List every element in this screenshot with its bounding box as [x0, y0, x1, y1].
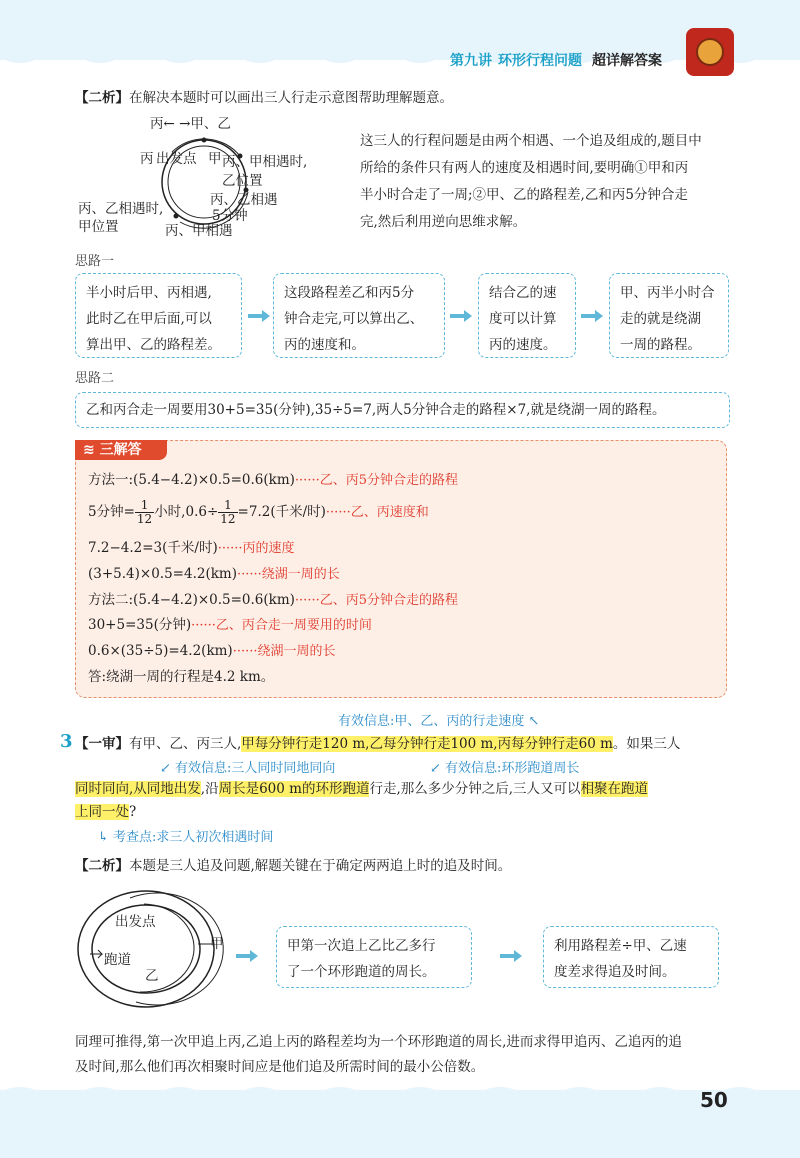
box-line: 走的就是绕湖: [620, 311, 701, 327]
box-line: 算出甲、乙的路程差。: [86, 337, 221, 353]
diag1-bottom-label: 丙、甲相遇: [165, 223, 233, 239]
diag1-right-low1: 丙、乙相遇: [210, 192, 278, 208]
diag1-start-label: 出发点: [156, 151, 197, 167]
answer-line-3: [88, 538, 295, 559]
idea1-box-1: [75, 273, 242, 358]
diag1-left-low2: 甲位置: [78, 219, 119, 235]
answer-tag: [75, 440, 167, 460]
box-line: 度差求得追及时间。: [554, 964, 676, 980]
answer-eq: 5分钟=: [88, 504, 135, 520]
idea2-label: 思路二: [75, 371, 115, 386]
answer-dots: ······: [232, 644, 258, 659]
series-logo: [686, 28, 734, 76]
note-text: 有效信息:环形跑道周长: [445, 761, 580, 776]
analysis1-paragraph: [360, 128, 702, 236]
topic-label: 环形行程问题: [498, 53, 582, 69]
analysis2-text: 本题是三人追及问题,解题关键在于确定两两追上时的追及时间。: [129, 858, 512, 874]
q3-highlight: 甲每分钟行走120 m,乙每分钟行走100 m,丙每分钟行走60 m: [241, 736, 613, 752]
page-number: 50: [700, 1088, 728, 1112]
q3-text: 有甲、乙、丙三人,: [129, 736, 242, 752]
answer-line-5: [88, 590, 458, 611]
diag2-b-label: 乙: [145, 968, 159, 984]
answer-note: 乙、丙5分钟合走的路程: [319, 593, 458, 608]
q3-note-left: [160, 757, 335, 776]
answer-eq: 0.6×(35÷5)=4.2(km): [88, 643, 233, 659]
note-arrow-icon: ↳: [98, 830, 114, 845]
section-label: 超详解答案: [592, 53, 662, 69]
header-band: [0, 0, 800, 60]
answer-line-7: [88, 641, 336, 662]
box-line: 钟合走完,可以算出乙、: [284, 311, 424, 327]
answer-note: 乙、丙速度和: [350, 505, 429, 520]
note-arrow-icon: ↙: [160, 761, 176, 776]
box-line: 一周的路程。: [620, 337, 701, 353]
idea1-box-4: [609, 273, 729, 358]
para-line: 这三人的行程问题是由两个相遇、一个追及组成的,题目中: [360, 133, 702, 149]
answer-note: 绕湖一周的长: [261, 567, 340, 582]
flow-arrow-icon: [500, 950, 522, 962]
q3-highlight: 上同一处: [75, 804, 129, 820]
q3-line-1: [75, 734, 680, 754]
box-line: 这段路程差乙和丙5分: [284, 285, 415, 301]
analysis1-text: 在解决本题时可以画出三人行走示意图帮助理解题意。: [129, 90, 453, 106]
flow-arrow-icon: [450, 310, 472, 322]
answer-final: 答:绕湖一周的行程是4.2 km。: [88, 669, 275, 685]
box-line: 结合乙的速: [489, 285, 557, 301]
note-arrow-icon: ↖: [524, 714, 540, 729]
logo-emblem-icon: [696, 38, 724, 66]
box-line: 利用路程差÷甲、乙速: [554, 938, 687, 954]
diag2-start-label: 出发点: [115, 914, 156, 930]
fraction-num: 1: [218, 499, 237, 513]
q3-highlight: 相聚在跑道: [580, 781, 649, 797]
meet-dot-3: [174, 214, 179, 219]
analysis1-line: [75, 88, 453, 108]
answer-eq: =7.2(千米/时): [237, 504, 326, 520]
chase-track-diagram: [70, 884, 230, 1014]
diag1-top-label: 丙← →甲、乙: [150, 116, 231, 132]
fraction-num: 1: [135, 499, 154, 513]
fraction: [218, 499, 237, 526]
q3-note-bottom: [98, 826, 273, 845]
idea1-label: 思路一: [75, 254, 115, 269]
answer-dots: ······: [294, 473, 320, 488]
flow-arrow-icon: [236, 950, 258, 962]
q3-number: 3: [60, 731, 73, 752]
header-wave: [0, 56, 800, 70]
conclusion-line: 及时间,那么他们再次相聚时间应是他们追及所需时间的最小公倍数。: [75, 1059, 485, 1075]
fraction-den: 12: [136, 512, 153, 526]
fraction: [135, 499, 154, 526]
answer-tag-icon: ≋: [83, 442, 100, 458]
q3-text: 。如果三人: [612, 736, 681, 752]
analysis2-box-1: [276, 926, 472, 988]
diag1-right-mid3: 乙位置: [222, 173, 263, 189]
answer-note: 丙的速度: [242, 541, 295, 556]
q3-text: ?: [129, 804, 137, 820]
q3-note-right: [430, 757, 579, 776]
fraction-den: 12: [220, 512, 236, 526]
q3-highlight: 周长是600 m的环形跑道: [218, 781, 370, 797]
box-line: 半小时后甲、丙相遇,: [86, 285, 212, 301]
diag2-track-label: 跑道: [104, 952, 131, 968]
box-line: 此时乙在甲后面,可以: [86, 311, 212, 327]
answer-eq: 小时,0.6÷: [154, 504, 219, 520]
q3-note-top: [338, 710, 539, 729]
answer-dots: ······: [325, 505, 351, 520]
start-dot: [202, 138, 207, 143]
analysis2-line: [75, 856, 511, 876]
answer-line-4: [88, 564, 340, 585]
q3-line-3: [75, 802, 136, 822]
idea2-box: 乙和丙合走一周要用30+5=35(分钟),35÷5=7,两人5分钟合走的路程×7,就是绕湖一周的路程。: [75, 392, 730, 428]
conclusion-line: 同理可推得,第一次甲追上丙,乙追上丙的路程差均为一个环形跑道的周长,进而求得甲追丙、乙追丙的追: [75, 1034, 682, 1050]
analysis2-tag: 【二析】: [75, 858, 129, 874]
para-line: 完,然后利用逆向思维求解。: [360, 214, 527, 230]
answer-dots: ······: [191, 618, 216, 633]
note-text: 有效信息:甲、乙、丙的行走速度: [338, 714, 525, 729]
analysis2-conclusion: [75, 1030, 682, 1080]
q3-line-2: [75, 779, 648, 799]
box-line: 了一个环形跑道的周长。: [287, 964, 436, 980]
diag1-left-low1: 丙、乙相遇时,: [78, 201, 164, 217]
diag2-a-label: 甲: [210, 936, 224, 952]
answer-note: 乙、丙5分钟合走的路程: [319, 473, 458, 488]
lesson-label: 第九讲: [450, 53, 492, 69]
box-line: 甲、丙半小时合: [620, 285, 715, 301]
answer-eq: 方法二:(5.4−4.2)×0.5=0.6(km): [88, 592, 295, 608]
answer-tag-label: 三解答: [99, 442, 142, 458]
answer-eq: 7.2−4.2=3(千米/时): [88, 540, 218, 556]
diag1-right-low2: 5分钟: [212, 208, 248, 224]
footer-band: [0, 1090, 800, 1158]
q3-text: ,沿: [200, 781, 219, 797]
analysis1-tag: 【二析】: [75, 90, 129, 106]
box-line: 丙的速度。: [489, 337, 557, 353]
q3-text: 行走,那么多少分钟之后,三人又可以: [369, 781, 581, 797]
q3-tag: 【一审】: [75, 736, 129, 752]
box-line: 丙的速度和。: [284, 337, 365, 353]
para-line: 所给的条件只有两人的速度及相遇时间,要明确①甲和丙: [360, 160, 689, 176]
note-text: 考查点:求三人初次相遇时间: [113, 830, 274, 845]
para-line: 半小时合走了一周;②甲、乙的路程差,乙和丙5分钟合走: [360, 187, 688, 203]
idea1-box-2: [273, 273, 445, 358]
answer-line-2: [88, 496, 429, 529]
diag1-right-mid1: 甲: [208, 151, 222, 167]
flow-arrow-icon: [248, 310, 270, 322]
answer-dots: ······: [294, 593, 320, 608]
answer-line-6: [88, 615, 372, 636]
answer-dots: ······: [217, 541, 243, 556]
diag1-left-mid: 丙: [140, 151, 154, 167]
note-arrow-icon: ↙: [430, 761, 446, 776]
note-text: 有效信息:三人同时同地同向: [175, 761, 336, 776]
answer-note: 乙、丙合走一周要用的时间: [215, 618, 372, 633]
q3-highlight: 同时同向,从同地出发: [75, 781, 201, 797]
answer-note: 绕湖一周的长: [257, 644, 336, 659]
box-line: 甲第一次追上乙比乙多行: [287, 938, 436, 954]
idea1-box-3: [478, 273, 576, 358]
answer-line-1: [88, 470, 458, 491]
answer-eq: 30+5=35(分钟): [88, 617, 192, 633]
answer-eq: (3+5.4)×0.5=4.2(km): [88, 566, 237, 582]
box-line: 度可以计算: [489, 311, 557, 327]
flow-arrow-icon: [581, 310, 603, 322]
answer-eq: 方法一:(5.4−4.2)×0.5=0.6(km): [88, 472, 295, 488]
answer-dots: ······: [236, 567, 262, 582]
analysis2-box-2: [543, 926, 719, 988]
diag1-right-mid2: 丙、甲相遇时,: [222, 154, 308, 170]
